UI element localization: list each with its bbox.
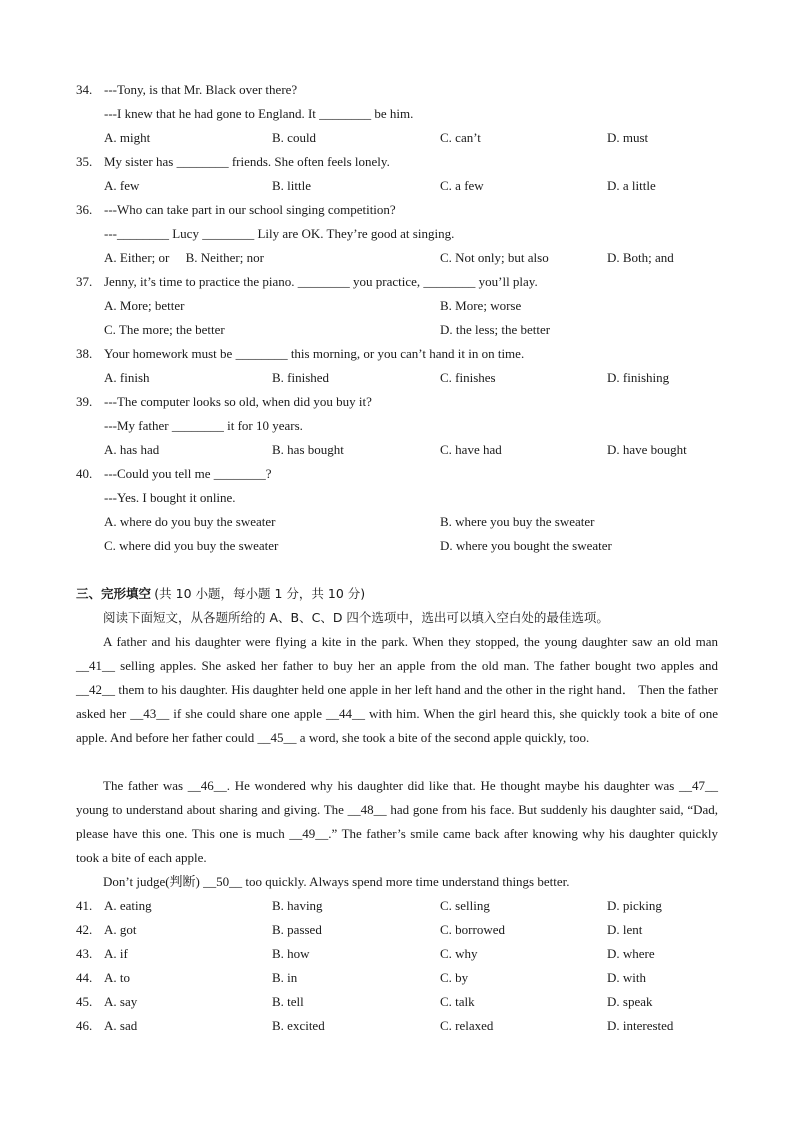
question-number: 44. bbox=[76, 970, 93, 985]
option-d: D. where you bought the sweater bbox=[440, 538, 612, 553]
question-stem: ---I knew that he had gone to England. It ________ be him. bbox=[104, 106, 414, 121]
question-number: 39. bbox=[76, 394, 93, 409]
question-stem: My sister has ________ friends. She often feels lonely. bbox=[104, 154, 390, 169]
option-a: A. to bbox=[104, 970, 130, 985]
option-d: D. interested bbox=[607, 1018, 674, 1033]
option-a-b: A. Either; or B. Neither; nor bbox=[104, 250, 264, 265]
question-stem: Your homework must be ________ this morning, or you can’t hand it in on time. bbox=[104, 346, 525, 361]
option-a: A. got bbox=[104, 922, 137, 937]
passage-paragraph-1: A father and his daughter were flying a kite in the park. When they stopped, the young daughter saw an old man __41__ selling apples. She asked her father to buy her an apple from the old man. The father bought two apples and __42__ them to his daughter. His daughter held one apple in her left hand and the other in the right hand． Then the father asked her __43__ if she could share one apple __44__ with him. When the girl heard this, she quickly took a bite of one apple. And before her father could __45__ a word, she took a bite of the second apple quickly, too. bbox=[76, 634, 718, 745]
option-b: B. having bbox=[272, 898, 323, 913]
option-b: B. tell bbox=[272, 994, 304, 1009]
question-number: 35. bbox=[76, 154, 93, 169]
question-stem: ---Who can take part in our school singing competition? bbox=[104, 202, 396, 217]
option-c: C. borrowed bbox=[440, 922, 505, 937]
option-d: D. speak bbox=[607, 994, 653, 1009]
question-stem: ---The computer looks so old, when did you buy it? bbox=[104, 394, 372, 409]
option-c: C. The more; the better bbox=[104, 322, 225, 337]
option-d: D. the less; the better bbox=[440, 322, 551, 337]
option-c: C. by bbox=[440, 970, 469, 985]
option-a: A. might bbox=[104, 130, 151, 145]
option-b: B. in bbox=[272, 970, 298, 985]
question-number: 37. bbox=[76, 274, 93, 289]
option-a: A. eating bbox=[104, 898, 152, 913]
option-d: D. must bbox=[607, 130, 649, 145]
option-c: C. can’t bbox=[440, 130, 481, 145]
question-number: 43. bbox=[76, 946, 93, 961]
option-b: B. where you buy the sweater bbox=[440, 514, 595, 529]
option-c: C. where did you buy the sweater bbox=[104, 538, 279, 553]
option-b: B. could bbox=[272, 130, 317, 145]
question-stem: ---________ Lucy ________ Lily are OK. They’re good at singing. bbox=[104, 226, 455, 241]
section-note: (共 10 小题，每小题 1 分，共 10 分) bbox=[154, 586, 366, 601]
section-heading bbox=[76, 586, 365, 602]
question-number: 36. bbox=[76, 202, 93, 217]
option-b: B. how bbox=[272, 946, 310, 961]
option-c: C. why bbox=[440, 946, 478, 961]
option-c: C. relaxed bbox=[440, 1018, 494, 1033]
question-number: 42. bbox=[76, 922, 93, 937]
option-d: D. a little bbox=[607, 178, 656, 193]
option-c: C. Not only; but also bbox=[440, 250, 549, 265]
option-b: B. More; worse bbox=[440, 298, 522, 313]
section-instruction: 阅读下面短文，从各题所给的 A、B、C、D 四个选项中，选出可以填入空白处的最佳选项。 bbox=[103, 610, 609, 625]
option-b: B. passed bbox=[272, 922, 322, 937]
question-stem: ---My father ________ it for 10 years. bbox=[104, 418, 303, 433]
option-a: A. sad bbox=[104, 1018, 138, 1033]
passage-paragraph-2: The father was __46__. He wondered why his daughter did like that. He thought maybe his daughter was __47__ young to understand about sharing and giving. The __48__ had gone from his face. But suddenly his daughter said, “Dad, please have this one. This one is much __49__.” The father’s smile came back after knowing why his daughter quickly took a bite of each apple. bbox=[76, 778, 718, 865]
question-number: 38. bbox=[76, 346, 93, 361]
option-d: D. lent bbox=[607, 922, 643, 937]
question-stem: ---Could you tell me ________? bbox=[104, 466, 272, 481]
option-d: D. with bbox=[607, 970, 646, 985]
option-b: B. excited bbox=[272, 1018, 325, 1033]
option-c: C. finishes bbox=[440, 370, 496, 385]
question-number: 40. bbox=[76, 466, 93, 481]
passage-paragraph-3: Don’t judge(判断) __50__ too quickly. Always spend more time understand things better. bbox=[103, 874, 570, 889]
option-a: A. finish bbox=[104, 370, 150, 385]
option-a: A. has had bbox=[104, 442, 160, 457]
option-b: B. finished bbox=[272, 370, 330, 385]
option-d: D. picking bbox=[607, 898, 662, 913]
option-c: C. selling bbox=[440, 898, 490, 913]
option-a: A. More; better bbox=[104, 298, 185, 313]
question-number: 45. bbox=[76, 994, 93, 1009]
option-d: D. where bbox=[607, 946, 655, 961]
question-stem: ---Tony, is that Mr. Black over there? bbox=[104, 82, 298, 97]
option-a: A. if bbox=[104, 946, 128, 961]
option-d: D. Both; and bbox=[607, 250, 674, 265]
question-stem: ---Yes. I bought it online. bbox=[104, 490, 236, 505]
question-number: 34. bbox=[76, 82, 93, 97]
option-b: B. little bbox=[272, 178, 311, 193]
option-d: D. finishing bbox=[607, 370, 670, 385]
option-d: D. have bought bbox=[607, 442, 687, 457]
option-a: A. where do you buy the sweater bbox=[104, 514, 276, 529]
option-c: C. have had bbox=[440, 442, 502, 457]
question-number: 46. bbox=[76, 1018, 93, 1033]
option-a: A. say bbox=[104, 994, 138, 1009]
section-title: 三、完形填空 bbox=[76, 586, 152, 601]
option-a: A. few bbox=[104, 178, 140, 193]
question-number: 41. bbox=[76, 898, 93, 913]
option-c: C. talk bbox=[440, 994, 475, 1009]
option-c: C. a few bbox=[440, 178, 484, 193]
option-b: B. has bought bbox=[272, 442, 344, 457]
question-stem: Jenny, it’s time to practice the piano. ________ you practice, ________ you’ll play. bbox=[104, 274, 538, 289]
